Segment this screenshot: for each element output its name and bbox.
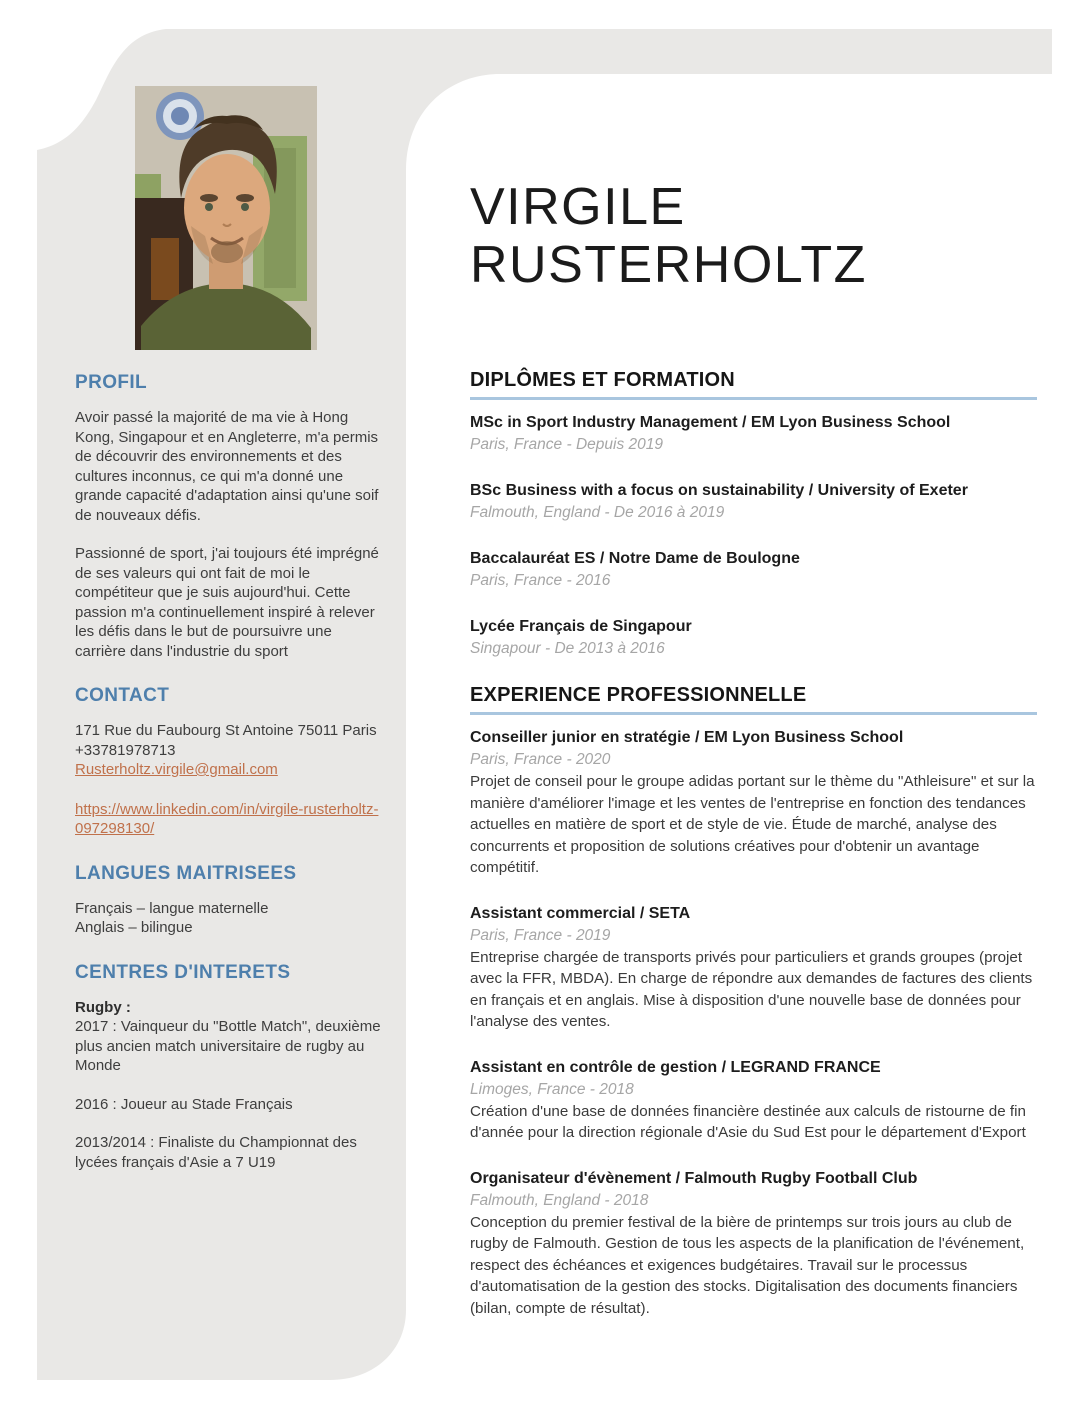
profile-paragraph: Avoir passé la majorité de ma vie à Hong Kong, Singapour et en Angleterre, m'a permis de découvrir des environnements et des cultures inconnus, ce qui m'a donné une grande capacité d'adaptation ainsi qu'une soif de nouveaux défis. bbox=[75, 409, 379, 524]
experience-entry bbox=[470, 726, 1037, 879]
interest-category: Rugby : bbox=[75, 998, 131, 1016]
experience-list bbox=[470, 726, 1037, 1319]
experience-entry bbox=[470, 902, 1037, 1033]
education-list bbox=[470, 411, 1037, 660]
experience-location: Falmouth, England - 2018 bbox=[470, 1191, 649, 1209]
main-column bbox=[470, 178, 1037, 1342]
experience-title: Assistant commercial / SETA bbox=[470, 904, 691, 922]
experience-location: Limoges, France - 2018 bbox=[470, 1080, 634, 1098]
education-title: BSc Business with a focus on sustainability / University of Exeter bbox=[470, 482, 968, 499]
portrait-illustration bbox=[135, 86, 317, 350]
education-location: Falmouth, England - De 2016 à 2019 bbox=[470, 504, 725, 521]
language-item: Anglais – bilingue bbox=[75, 919, 193, 936]
experience-description: Conception du premier festival de la bière de printemps sur trois jours au club de rugby de Falmouth. Gestion de tous les aspects de la planification de l'événement, respect des échéances et exigences budgétaires. Travail sur le processus d'automatisation de la gestion des stocks. Digitalisation des documents financiers (bilan, compte de résultat). bbox=[470, 1213, 1025, 1317]
contact-address: 171 Rue du Faubourg St Antoine 75011 Paris bbox=[75, 722, 377, 739]
languages-heading: LANGUES MAITRISEES bbox=[75, 862, 297, 884]
first-name: VIRGILE bbox=[470, 178, 686, 236]
interest-item: 2016 : Joueur au Stade Français bbox=[75, 1095, 293, 1113]
email-link[interactable]: Rusterholtz.virgile@gmail.com bbox=[75, 761, 278, 778]
education-title: Baccalauréat ES / Notre Dame de Boulogne bbox=[470, 550, 800, 567]
education-title: Lycée Français de Singapour bbox=[470, 618, 692, 635]
education-heading: DIPLÔMES ET FORMATION bbox=[470, 368, 1037, 400]
interest-item: 2017 : Vainqueur du "Bottle Match", deuxième plus ancien match universitaire de rugby au Monde bbox=[75, 1018, 381, 1074]
contact-heading: CONTACT bbox=[75, 685, 170, 706]
language-item: Français – langue maternelle bbox=[75, 899, 269, 917]
experience-location: Paris, France - 2019 bbox=[470, 926, 611, 944]
education-entry bbox=[470, 615, 1037, 660]
last-name: RUSTERHOLTZ bbox=[470, 236, 867, 294]
experience-entry bbox=[470, 1056, 1037, 1144]
candidate-name bbox=[470, 178, 1037, 294]
profile-photo bbox=[135, 86, 317, 350]
education-location: Paris, France - Depuis 2019 bbox=[470, 436, 663, 453]
experience-description: Création d'une base de données financière destinée aux calculs de ristourne de fin d'année pour la direction régionale d'Asie du Sud Est pour le département d'Export bbox=[470, 1102, 1026, 1141]
contact-phone: +33781978713 bbox=[75, 741, 176, 759]
sidebar bbox=[75, 372, 383, 1191]
profile-heading: PROFIL bbox=[75, 372, 148, 393]
experience-description: Entreprise chargée de transports privés pour particuliers et grands groupes (projet avec la FFR, MBDA). En charge de répondre aux demandes de factures des clients en français et en anglais. Mise à disposition d'une nouvelle base de données pour l'analyse des ventes. bbox=[470, 948, 1033, 1030]
experience-title: Conseiller junior en stratégie / EM Lyon Business School bbox=[470, 729, 904, 746]
education-entry bbox=[470, 547, 1037, 592]
education-location: Paris, France - 2016 bbox=[470, 572, 611, 589]
education-entry bbox=[470, 479, 1037, 524]
experience-location: Paris, France - 2020 bbox=[470, 751, 611, 768]
education-location: Singapour - De 2013 à 2016 bbox=[470, 640, 665, 657]
experience-entry bbox=[470, 1167, 1037, 1320]
interests-heading: CENTRES D'INTERETS bbox=[75, 961, 291, 983]
experience-heading: EXPERIENCE PROFESSIONNELLE bbox=[470, 683, 1037, 715]
education-entry bbox=[470, 411, 1037, 456]
experience-title: Assistant en contrôle de gestion / LEGRAND FRANCE bbox=[470, 1058, 881, 1076]
linkedin-link[interactable]: https://www.linkedin.com/in/virgile-rusterholtz-097298130/ bbox=[75, 800, 379, 837]
interest-item: 2013/2014 : Finaliste du Championnat des lycées français d'Asie a 7 U19 bbox=[75, 1134, 357, 1171]
profile-paragraph: Passionné de sport, j'ai toujours été imprégné de ses valeurs qui ont fait de moi le compétiteur que je suis aujourd'hui. Cette passion m'a continuellement inspiré à relever les défis dans le but de poursuivre une carrière dans l'industrie du sport bbox=[75, 545, 379, 660]
education-title: MSc in Sport Industry Management / EM Lyon Business School bbox=[470, 414, 951, 431]
experience-title: Organisateur d'évènement / Falmouth Rugby Football Club bbox=[470, 1169, 918, 1187]
experience-description: Projet de conseil pour le groupe adidas portant sur le thème du "Athleisure" et sur la manière d'améliorer l'image et les ventes de l'entreprise en fonction des tendances actuelles en matière de sport et de style de vie. Étude de marché, analyse des concurrents et proposition de solutions créatives pour d'obtenir un avantage compétitif. bbox=[470, 773, 1035, 876]
